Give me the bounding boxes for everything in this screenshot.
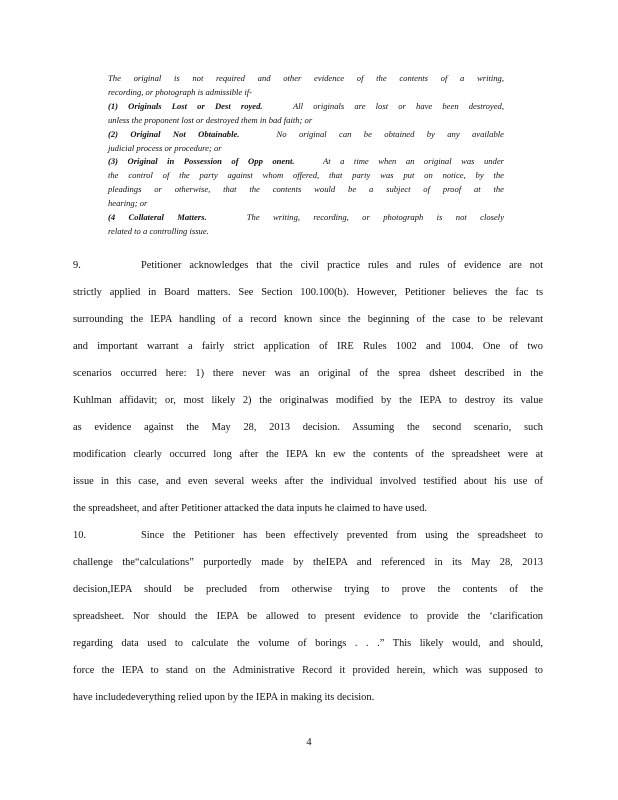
- quote-item-heading: (4 Collateral Matters.: [108, 212, 207, 223]
- paragraph-line: challenge the“calculations” purportedly made by theIEPA and referenced in its May 28, 2013: [73, 557, 543, 568]
- quote-item-heading: (2) Original Not Obtainable.: [108, 128, 240, 139]
- quote-item-text: All originals are lost or have been destroyed,: [293, 100, 504, 111]
- quote-item-text: At a time when an original was under: [323, 156, 505, 167]
- paragraph-line: modification clearly occurred long after the IEPA kn ew the contents of the spreadsheet were at: [73, 449, 543, 460]
- paragraph-number: 10.: [73, 530, 86, 541]
- document-body: [73, 252, 543, 711]
- paragraph-line: strictly applied in Board matters. See Section 100.100(b). However, Petitioner believes the fac ts: [73, 287, 543, 298]
- paragraph-line: issue in this case, and even several weeks after the individual involved testified about his use of: [73, 476, 543, 487]
- paragraph-number: 9.: [73, 260, 81, 271]
- quote-item-line: [108, 155, 504, 169]
- quote-item-line: judicial process or procedure; or: [108, 142, 222, 153]
- paragraph-line: surrounding the IEPA handling of a record known since the beginning of the case to be relevant: [73, 314, 543, 325]
- paragraph-line: Kuhlman affidavit; or, most likely 2) the originalwas modified by the IEPA to destroy its value: [73, 395, 543, 406]
- paragraph-text: Since the Petitioner has been effectively prevented from using the spreadsheet to: [141, 530, 543, 541]
- quote-intro-line: recording, or photograph is admissible if-: [108, 86, 253, 97]
- page-number: 4: [306, 737, 312, 748]
- quote-item-line: pleadings or otherwise, that the contents would be a subject of proof at the: [108, 184, 504, 195]
- quote-item-line: the control of the party against whom offered, that party was put on notice, by the: [108, 170, 504, 181]
- paragraph-text: Petitioner acknowledges that the civil practice rules and rules of evidence are not: [141, 260, 543, 271]
- quote-item-line: unless the proponent lost or destroyed them in bad faith; or: [108, 114, 313, 125]
- paragraph-line: and important warrant a fairly strict application of IRE Rules 1002 and 1004. One of two: [73, 341, 543, 352]
- paragraph-line: [73, 252, 543, 279]
- quote-item-line: hearing; or: [108, 198, 148, 209]
- paragraph-line: as evidence against the May 28, 2013 decision. Assuming the second scenario, such: [73, 422, 543, 433]
- quote-item-text: The writing, recording, or photograph is not closely: [246, 212, 505, 223]
- paragraph-10: [73, 522, 543, 711]
- paragraph-9: [73, 252, 543, 522]
- paragraph-line: have includedeverything relied upon by the IEPA in making its decision.: [73, 692, 375, 703]
- paragraph-line: the spreadsheet, and after Petitioner attacked the data inputs he claimed to have used.: [73, 503, 428, 514]
- paragraph-line: decision,IEPA should be precluded from otherwise trying to prove the contents of the: [73, 584, 543, 595]
- quote-item-line: [108, 211, 504, 225]
- paragraph-line: [73, 522, 543, 549]
- paragraph-line: force the IEPA to stand on the Administrative Record it provided herein, which was supposed to: [73, 665, 543, 676]
- paragraph-line: scenarios occurred here: 1) there never was an original of the sprea dsheet described in the: [73, 368, 543, 379]
- quote-item-line: [108, 100, 504, 114]
- quote-intro-line: The original is not required and other evidence of the contents of a writing,: [108, 73, 504, 83]
- quote-item-line: related to a controlling issue.: [108, 225, 209, 236]
- quoted-rule: [108, 72, 504, 239]
- quote-item-heading: (1) Originals Lost or Dest royed.: [108, 100, 263, 111]
- paragraph-line: regarding data used to calculate the volume of borings . . .” This likely would, and should,: [73, 638, 543, 649]
- quote-item-heading: (3) Original in Possession of Opp onent.: [108, 156, 295, 167]
- quote-item-text: No original can be obtained by any available: [276, 128, 504, 139]
- paragraph-line: spreadsheet. Nor should the IEPA be allowed to present evidence to provide the ‘clarification: [73, 611, 543, 622]
- quote-item-line: [108, 128, 504, 142]
